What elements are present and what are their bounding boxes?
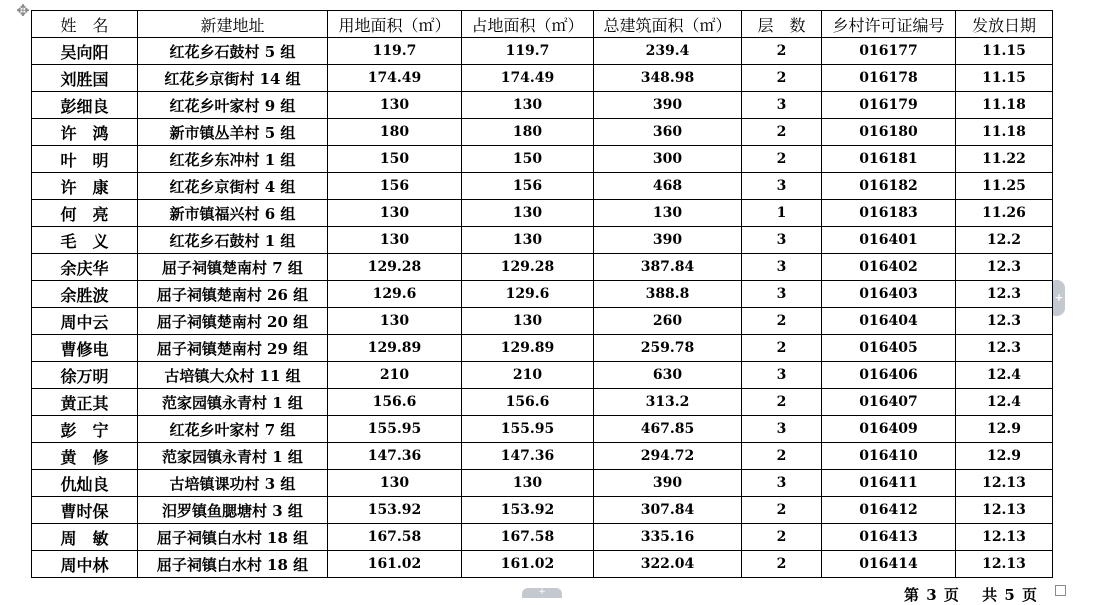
cell-permit-number[interactable]: 016405 — [822, 335, 956, 362]
cell-name[interactable]: 周中云 — [32, 308, 138, 335]
table-row — [32, 470, 1053, 497]
cell-permit-number[interactable]: 016401 — [822, 227, 956, 254]
cell-name[interactable]: 刘胜国 — [32, 65, 138, 92]
cell-floors[interactable]: 2 — [742, 65, 822, 92]
cell-permit-number[interactable]: 016181 — [822, 146, 956, 173]
header-total-building-area[interactable]: 总建筑面积（㎡） — [594, 11, 742, 38]
table-row — [32, 416, 1053, 443]
cell-name[interactable]: 吴向阳 — [32, 38, 138, 65]
cell-name[interactable]: 仇灿良 — [32, 470, 138, 497]
cell-permit-number[interactable]: 016406 — [822, 362, 956, 389]
cell-permit-number[interactable]: 016411 — [822, 470, 956, 497]
cell-occupied-area[interactable]: 161.02 — [462, 551, 594, 578]
cell-total-area[interactable]: 300 — [594, 146, 742, 173]
cell-floors[interactable]: 2 — [742, 524, 822, 551]
table-row — [32, 227, 1053, 254]
table-row — [32, 389, 1053, 416]
table-row — [32, 551, 1053, 578]
table-row — [32, 254, 1053, 281]
cell-occupied-area[interactable]: 180 — [462, 119, 594, 146]
cell-issue-date[interactable]: 12.9 — [956, 443, 1053, 470]
table-row — [32, 119, 1053, 146]
cell-issue-date[interactable]: 11.22 — [956, 146, 1053, 173]
cell-land-area[interactable]: 129.6 — [328, 281, 462, 308]
header-address[interactable]: 新建地址 — [138, 11, 328, 38]
cell-permit-number[interactable]: 016183 — [822, 200, 956, 227]
cell-floors[interactable]: 3 — [742, 470, 822, 497]
cell-floors[interactable]: 3 — [742, 416, 822, 443]
cell-floors[interactable]: 2 — [742, 146, 822, 173]
cell-permit-number[interactable]: 016180 — [822, 119, 956, 146]
cell-floors[interactable]: 2 — [742, 335, 822, 362]
table-row — [32, 200, 1053, 227]
permit-table — [31, 10, 1053, 578]
table-row — [32, 92, 1053, 119]
table-move-handle-icon[interactable]: ✥ — [16, 1, 30, 20]
cell-floors[interactable]: 2 — [742, 389, 822, 416]
side-plus-icon[interactable]: + — [1053, 280, 1065, 316]
cell-total-area[interactable]: 239.4 — [594, 38, 742, 65]
cell-address[interactable]: 红花乡东冲村 1 组 — [138, 146, 328, 173]
table-row — [32, 146, 1053, 173]
cell-address[interactable]: 新市镇福兴村 6 组 — [138, 200, 328, 227]
cell-land-area[interactable]: 130 — [328, 308, 462, 335]
cell-floors[interactable]: 3 — [742, 362, 822, 389]
header-permit-number[interactable]: 乡村许可证编号 — [822, 11, 956, 38]
cell-land-area[interactable]: 180 — [328, 119, 462, 146]
cell-name[interactable]: 余庆华 — [32, 254, 138, 281]
cell-address[interactable]: 范家园镇永青村 1 组 — [138, 389, 328, 416]
table-row — [32, 173, 1053, 200]
cell-issue-date[interactable]: 11.26 — [956, 200, 1053, 227]
cell-land-area[interactable]: 174.49 — [328, 65, 462, 92]
table-row — [32, 524, 1053, 551]
cell-floors[interactable]: 2 — [742, 308, 822, 335]
cell-occupied-area[interactable]: 147.36 — [462, 443, 594, 470]
cell-occupied-area[interactable]: 156 — [462, 173, 594, 200]
cell-occupied-area[interactable]: 129.6 — [462, 281, 594, 308]
cell-land-area[interactable]: 147.36 — [328, 443, 462, 470]
table-row — [32, 65, 1053, 92]
cell-address[interactable]: 红花乡京街村 14 组 — [138, 65, 328, 92]
cell-land-area[interactable]: 153.92 — [328, 497, 462, 524]
cell-occupied-area[interactable]: 119.7 — [462, 38, 594, 65]
cell-issue-date[interactable]: 11.25 — [956, 173, 1053, 200]
cell-total-area[interactable]: 390 — [594, 227, 742, 254]
cell-address[interactable]: 屈子祠镇白水村 18 组 — [138, 524, 328, 551]
cell-address[interactable]: 屈子祠镇楚南村 7 组 — [138, 254, 328, 281]
cell-issue-date[interactable]: 12.3 — [956, 335, 1053, 362]
cell-floors[interactable]: 3 — [742, 281, 822, 308]
cell-permit-number[interactable]: 016182 — [822, 173, 956, 200]
cell-name[interactable]: 黄 修 — [32, 443, 138, 470]
cell-land-area[interactable]: 130 — [328, 227, 462, 254]
cell-issue-date[interactable]: 12.13 — [956, 470, 1053, 497]
cell-name[interactable]: 何 亮 — [32, 200, 138, 227]
cell-address[interactable]: 古培镇课功村 3 组 — [138, 470, 328, 497]
cell-total-area[interactable]: 259.78 — [594, 335, 742, 362]
cell-issue-date[interactable]: 12.3 — [956, 254, 1053, 281]
cell-land-area[interactable]: 161.02 — [328, 551, 462, 578]
cell-land-area[interactable]: 129.28 — [328, 254, 462, 281]
cell-address[interactable]: 红花乡叶家村 7 组 — [138, 416, 328, 443]
cell-occupied-area[interactable]: 155.95 — [462, 416, 594, 443]
page-number: 第 3 页 共 5 页 — [904, 586, 1038, 604]
cell-occupied-area[interactable]: 129.89 — [462, 335, 594, 362]
cell-name[interactable]: 徐万明 — [32, 362, 138, 389]
table-row — [32, 497, 1053, 524]
cell-total-area[interactable]: 322.04 — [594, 551, 742, 578]
cell-floors[interactable]: 3 — [742, 227, 822, 254]
cell-occupied-area[interactable]: 167.58 — [462, 524, 594, 551]
cell-name[interactable]: 曹时保 — [32, 497, 138, 524]
cell-name[interactable]: 许 鸿 — [32, 119, 138, 146]
cell-address[interactable]: 屈子祠镇楚南村 20 组 — [138, 308, 328, 335]
cell-occupied-area[interactable]: 130 — [462, 227, 594, 254]
cell-total-area[interactable]: 388.8 — [594, 281, 742, 308]
cell-land-area[interactable]: 167.58 — [328, 524, 462, 551]
cell-land-area[interactable]: 119.7 — [328, 38, 462, 65]
cell-land-area[interactable]: 150 — [328, 146, 462, 173]
cell-issue-date[interactable]: 12.3 — [956, 308, 1053, 335]
cell-occupied-area[interactable]: 130 — [462, 92, 594, 119]
cell-total-area[interactable]: 348.98 — [594, 65, 742, 92]
cell-land-area[interactable]: 130 — [328, 200, 462, 227]
cell-land-area[interactable]: 129.89 — [328, 335, 462, 362]
cell-name[interactable]: 周 敏 — [32, 524, 138, 551]
cell-occupied-area[interactable]: 156.6 — [462, 389, 594, 416]
cell-permit-number[interactable]: 016407 — [822, 389, 956, 416]
cell-permit-number[interactable]: 016179 — [822, 92, 956, 119]
cell-floors[interactable]: 2 — [742, 119, 822, 146]
cell-permit-number[interactable]: 016409 — [822, 416, 956, 443]
cell-issue-date[interactable]: 12.9 — [956, 416, 1053, 443]
cell-occupied-area[interactable]: 153.92 — [462, 497, 594, 524]
cell-floors[interactable]: 1 — [742, 200, 822, 227]
cell-permit-number[interactable]: 016402 — [822, 254, 956, 281]
cell-total-area[interactable]: 390 — [594, 92, 742, 119]
cell-name[interactable]: 叶 明 — [32, 146, 138, 173]
cell-issue-date[interactable]: 12.13 — [956, 551, 1053, 578]
cell-floors[interactable]: 3 — [742, 254, 822, 281]
cell-floors[interactable]: 2 — [742, 38, 822, 65]
cell-name[interactable]: 周中林 — [32, 551, 138, 578]
cell-name[interactable]: 许 康 — [32, 173, 138, 200]
cell-land-area[interactable]: 130 — [328, 92, 462, 119]
cell-total-area[interactable]: 307.84 — [594, 497, 742, 524]
cell-address[interactable]: 红花乡叶家村 9 组 — [138, 92, 328, 119]
cell-name[interactable]: 彭 宁 — [32, 416, 138, 443]
header-name[interactable]: 姓 名 — [32, 11, 138, 38]
cell-address[interactable]: 范家园镇永青村 1 组 — [138, 443, 328, 470]
cell-occupied-area[interactable]: 130 — [462, 470, 594, 497]
cell-total-area[interactable]: 390 — [594, 470, 742, 497]
cell-occupied-area[interactable]: 174.49 — [462, 65, 594, 92]
cell-issue-date[interactable]: 11.18 — [956, 92, 1053, 119]
cell-address[interactable]: 屈子祠镇白水村 18 组 — [138, 551, 328, 578]
cell-issue-date[interactable]: 11.18 — [956, 119, 1053, 146]
cell-issue-date[interactable]: 11.15 — [956, 38, 1053, 65]
cell-address[interactable]: 汨罗镇鱼腮塘村 3 组 — [138, 497, 328, 524]
cell-floors[interactable]: 3 — [742, 92, 822, 119]
cell-name[interactable]: 曹修电 — [32, 335, 138, 362]
cell-total-area[interactable]: 313.2 — [594, 389, 742, 416]
cell-address[interactable]: 屈子祠镇楚南村 26 组 — [138, 281, 328, 308]
cell-occupied-area[interactable]: 130 — [462, 200, 594, 227]
cell-occupied-area[interactable]: 150 — [462, 146, 594, 173]
header-land-area[interactable]: 用地面积（㎡） — [328, 11, 462, 38]
cell-address[interactable]: 古培镇大众村 11 组 — [138, 362, 328, 389]
cell-total-area[interactable]: 387.84 — [594, 254, 742, 281]
cell-total-area[interactable]: 630 — [594, 362, 742, 389]
cell-permit-number[interactable]: 016414 — [822, 551, 956, 578]
cell-floors[interactable]: 3 — [742, 173, 822, 200]
cell-occupied-area[interactable]: 130 — [462, 308, 594, 335]
cell-land-area[interactable]: 130 — [328, 470, 462, 497]
header-issue-date[interactable]: 发放日期 — [956, 11, 1053, 38]
cell-address[interactable]: 红花乡京街村 4 组 — [138, 173, 328, 200]
cell-permit-number[interactable]: 016403 — [822, 281, 956, 308]
bottom-plus-icon[interactable]: + — [522, 588, 562, 598]
cell-total-area[interactable]: 260 — [594, 308, 742, 335]
cell-land-area[interactable]: 156 — [328, 173, 462, 200]
cell-name[interactable]: 黄正其 — [32, 389, 138, 416]
cell-total-area[interactable]: 294.72 — [594, 443, 742, 470]
cell-address[interactable]: 红花乡石鼓村 5 组 — [138, 38, 328, 65]
cell-land-area[interactable]: 156.6 — [328, 389, 462, 416]
cell-address[interactable]: 屈子祠镇楚南村 29 组 — [138, 335, 328, 362]
table-resize-handle[interactable] — [1055, 585, 1066, 596]
cell-permit-number[interactable]: 016404 — [822, 308, 956, 335]
cell-issue-date[interactable]: 12.13 — [956, 497, 1053, 524]
table-body — [32, 38, 1053, 578]
cell-total-area[interactable]: 468 — [594, 173, 742, 200]
cell-land-area[interactable]: 155.95 — [328, 416, 462, 443]
cell-issue-date[interactable]: 12.3 — [956, 281, 1053, 308]
cell-land-area[interactable]: 210 — [328, 362, 462, 389]
cell-total-area[interactable]: 130 — [594, 200, 742, 227]
table-row — [32, 281, 1053, 308]
cell-issue-date[interactable]: 11.15 — [956, 65, 1053, 92]
table-row — [32, 443, 1053, 470]
cell-floors[interactable]: 2 — [742, 551, 822, 578]
cell-address[interactable]: 红花乡石鼓村 1 组 — [138, 227, 328, 254]
cell-issue-date[interactable]: 12.4 — [956, 389, 1053, 416]
table-row — [32, 308, 1053, 335]
cell-occupied-area[interactable]: 129.28 — [462, 254, 594, 281]
table-row — [32, 362, 1053, 389]
cell-total-area[interactable]: 360 — [594, 119, 742, 146]
cell-floors[interactable]: 2 — [742, 497, 822, 524]
header-floors[interactable]: 层 数 — [742, 11, 822, 38]
cell-issue-date[interactable]: 12.2 — [956, 227, 1053, 254]
cell-name[interactable]: 彭细良 — [32, 92, 138, 119]
cell-floors[interactable]: 2 — [742, 443, 822, 470]
header-occupied-area[interactable]: 占地面积（㎡） — [462, 11, 594, 38]
cell-permit-number[interactable]: 016412 — [822, 497, 956, 524]
cell-name[interactable]: 毛 义 — [32, 227, 138, 254]
cell-address[interactable]: 新市镇丛羊村 5 组 — [138, 119, 328, 146]
cell-total-area[interactable]: 335.16 — [594, 524, 742, 551]
cell-issue-date[interactable]: 12.4 — [956, 362, 1053, 389]
table-header-row — [32, 11, 1053, 38]
table-row — [32, 38, 1053, 65]
cell-total-area[interactable]: 467.85 — [594, 416, 742, 443]
cell-permit-number[interactable]: 016177 — [822, 38, 956, 65]
table-row — [32, 335, 1053, 362]
cell-issue-date[interactable]: 12.13 — [956, 524, 1053, 551]
cell-permit-number[interactable]: 016410 — [822, 443, 956, 470]
cell-permit-number[interactable]: 016178 — [822, 65, 956, 92]
cell-occupied-area[interactable]: 210 — [462, 362, 594, 389]
cell-name[interactable]: 余胜波 — [32, 281, 138, 308]
cell-permit-number[interactable]: 016413 — [822, 524, 956, 551]
